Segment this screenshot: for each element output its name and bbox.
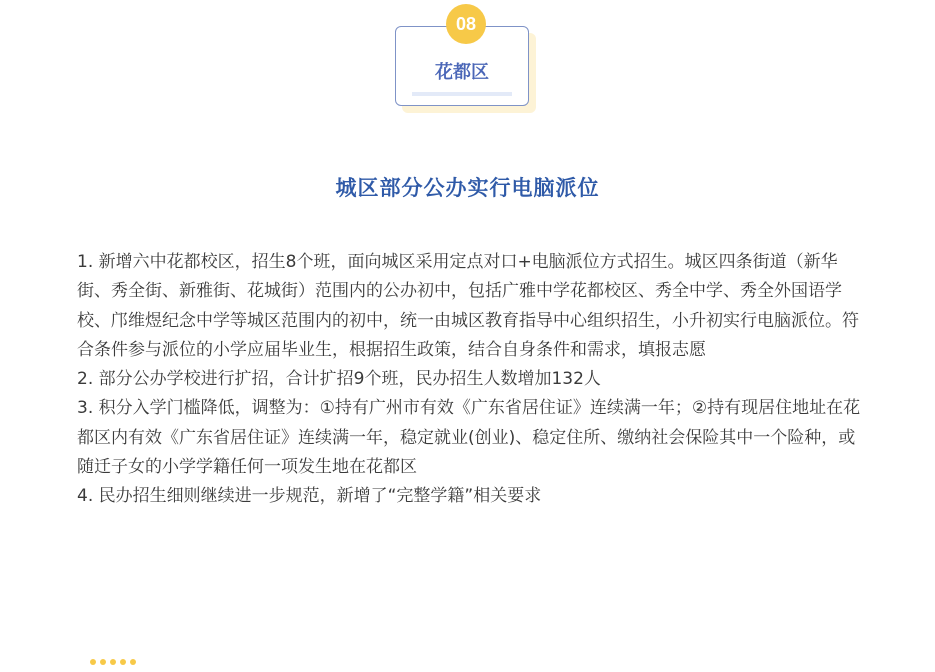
article-body [77,248,862,512]
paragraph-3: 3. 积分入学门槛降低，调整为：①持有广州市有效《广东省居住证》连续满一年；②持有现居住地址在花都区内有效《广东省居住证》连续满一年，稳定就业(创业)、稳定住所、缴纳社会保险其中一个险种，或随迁子女的小学学籍任何一项发生地在花都区 [77,398,861,478]
dot [100,659,106,665]
dot [90,659,96,665]
dot [120,659,126,665]
dot [110,659,116,665]
section-title-underline [412,92,512,96]
paragraph-2: 2. 部分公办学校进行扩招，合计扩招9个班，民办招生人数增加132人 [77,369,601,390]
decorative-dots [90,659,136,665]
section-number-badge: 08 [446,4,486,44]
paragraph-1: 1. 新增六中花都校区，招生8个班，面向城区采用定点对口+电脑派位方式招生。城区四条街道（新华街、秀全街、新雅街、花城街）范围内的公办初中，包括广雅中学花都校区、秀全中学、秀全外国语学校、邝维煜纪念中学等城区范围内的初中，统一由城区教育指导中心组织招生，小升初实行电脑派位。符合条件参与派位的小学应届毕业生，根据招生政策，结合自身条件和需求，填报志愿 [77,252,859,360]
dot [130,659,136,665]
section-title: 花都区 [435,62,489,83]
paragraph-4: 4. 民办招生细则继续进一步规范，新增了“完整学籍”相关要求 [77,486,542,507]
article-heading: 城区部分公办实行电脑派位 [335,176,600,200]
